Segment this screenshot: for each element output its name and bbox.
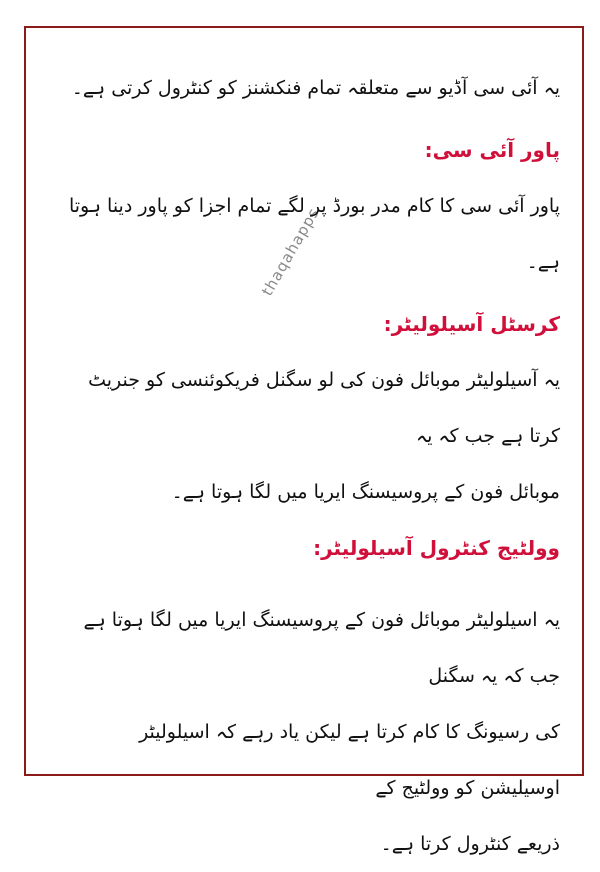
- watermark-text: thaqahapps: [258, 204, 324, 299]
- power-ic-paragraph-line-1: پاور آئی سی کا کام مدر بورڈ پر لگے تمام اجزا کو پاور دینا ہوتا ہے۔: [68, 195, 560, 273]
- vco-paragraph-line-2: کی رسیونگ کا کام کرتا ہے لیکن یاد رہے کہ اسیلولیٹر اوسیلیشن کو وولٹیج کے: [139, 721, 560, 799]
- crystal-oscillator-paragraph-line-1: یہ آسیلولیٹر موبائل فون کی لو سگنل فریکوئنسی کو جنریٹ کرتا ہے جب کہ یہ: [88, 369, 560, 447]
- crystal-oscillator-paragraph-line-2: موبائل فون کے پروسیسنگ ایریا میں لگا ہوتا ہے۔: [171, 481, 560, 503]
- heading-voltage-control-oscillator: وولٹیج کنٹرول آسیلولیٹر:: [313, 536, 560, 560]
- vco-paragraph-line-1: یہ اسیلولیٹر موبائل فون کے پروسیسنگ ایریا میں لگا ہوتا ہے جب کہ یہ سگنل: [83, 609, 560, 687]
- document-body: [60, 60, 560, 872]
- heading-power-ic: پاور آئی سی:: [424, 138, 560, 162]
- vco-paragraph-line-3: ذریعے کنٹرول کرتا ہے۔: [380, 833, 560, 855]
- heading-crystal-oscillator: کرسٹل آسیلولیٹر:: [383, 312, 560, 336]
- intro-paragraph: یہ آئی سی آڈیو سے متعلقہ تمام فنکشنز کو کنٹرول کرتی ہے۔: [71, 77, 560, 99]
